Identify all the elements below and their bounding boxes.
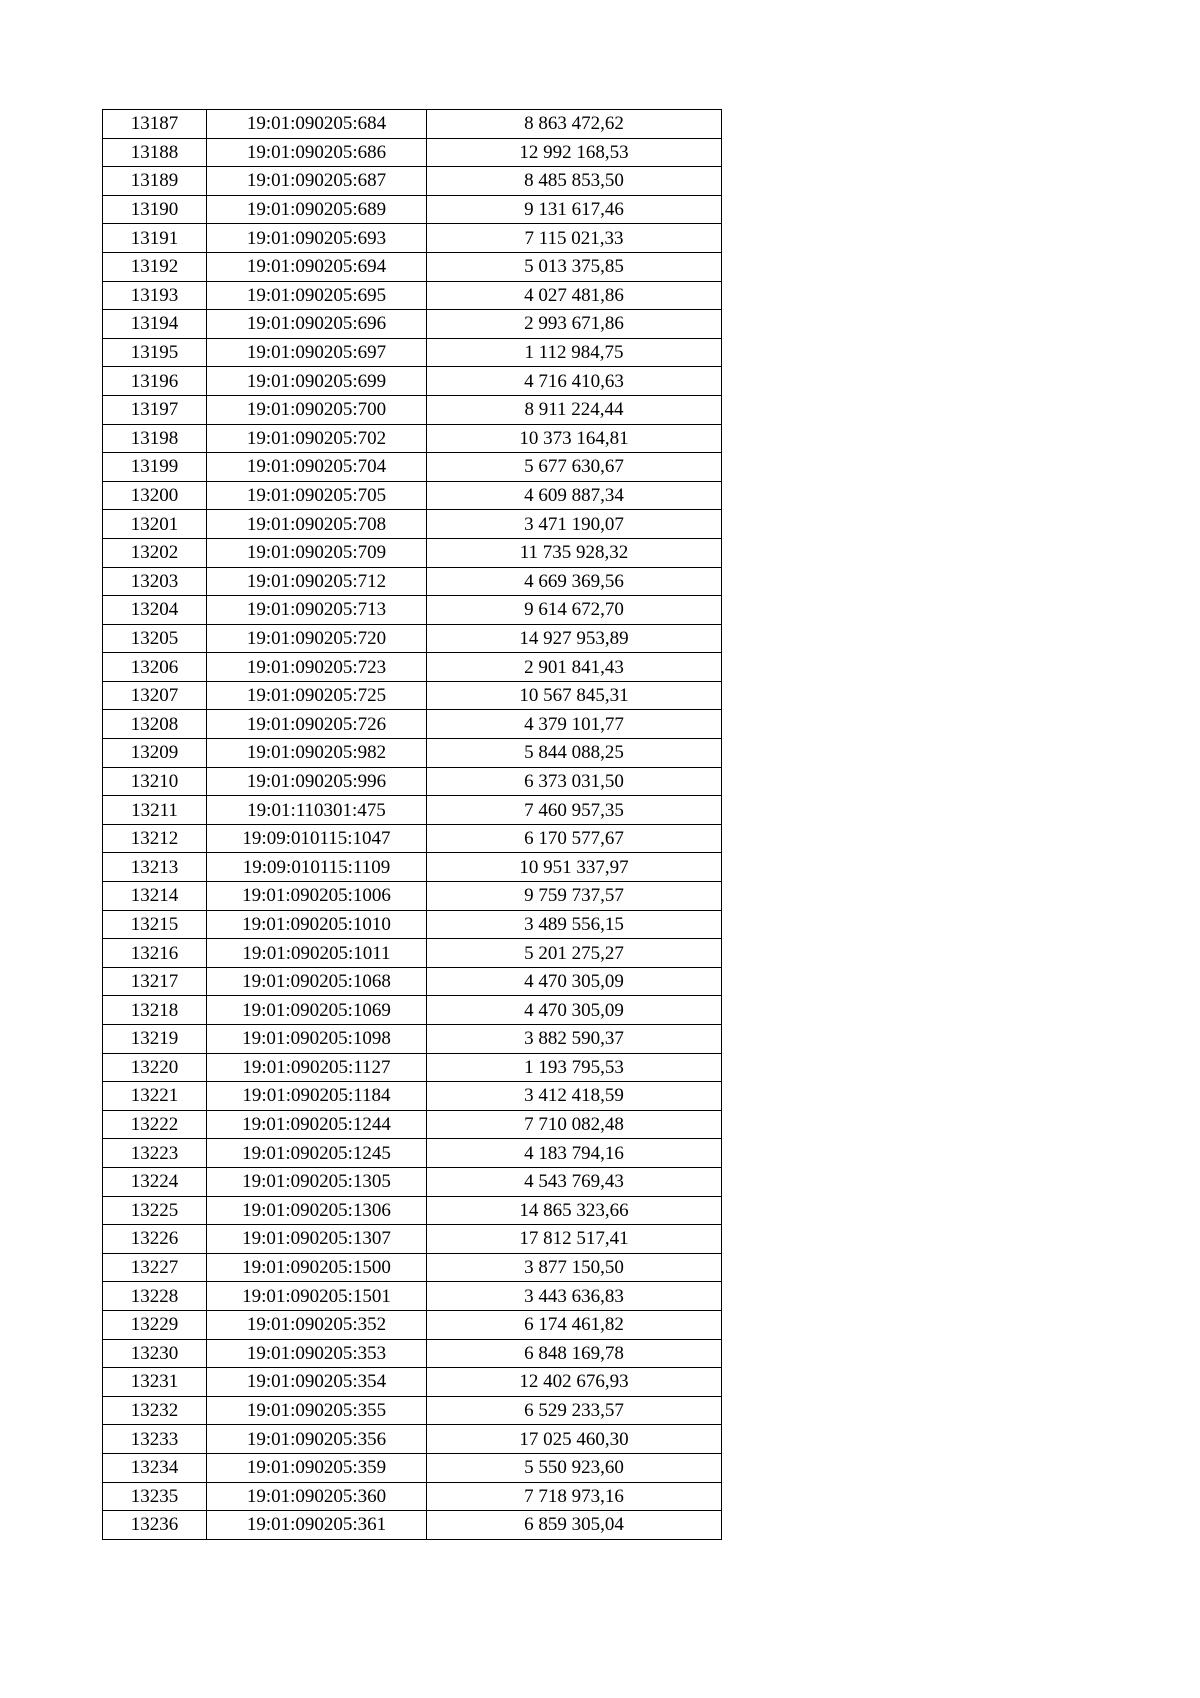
row-number-cell: 13227 [103,1253,207,1282]
value-cell: 12 992 168,53 [427,138,722,167]
table-row [103,510,722,539]
table-row [103,882,722,911]
table-row [103,1425,722,1454]
table-body [103,110,722,1540]
cadastral-value-table [102,109,722,1540]
cadastral-number-cell: 19:01:090205:1501 [207,1282,427,1311]
value-cell: 7 115 021,33 [427,224,722,253]
table-row [103,252,722,281]
row-number-cell: 13219 [103,1025,207,1054]
value-cell: 5 844 088,25 [427,739,722,768]
row-number-cell: 13200 [103,481,207,510]
cadastral-number-cell: 19:01:090205:1098 [207,1025,427,1054]
cadastral-number-cell: 19:09:010115:1109 [207,853,427,882]
table-row [103,1053,722,1082]
value-cell: 6 859 305,04 [427,1511,722,1540]
row-number-cell: 13213 [103,853,207,882]
row-number-cell: 13212 [103,824,207,853]
value-cell: 1 193 795,53 [427,1053,722,1082]
table-row [103,1282,722,1311]
value-cell: 8 911 224,44 [427,395,722,424]
table-row [103,424,722,453]
row-number-cell: 13214 [103,882,207,911]
value-cell: 6 373 031,50 [427,767,722,796]
table-row [103,1025,722,1054]
cadastral-number-cell: 19:01:090205:1306 [207,1196,427,1225]
cadastral-number-cell: 19:01:090205:356 [207,1425,427,1454]
value-cell: 6 848 169,78 [427,1339,722,1368]
table-row [103,310,722,339]
value-cell: 4 379 101,77 [427,710,722,739]
table-row [103,824,722,853]
value-cell: 14 927 953,89 [427,624,722,653]
value-cell: 5 201 275,27 [427,939,722,968]
table-row [103,195,722,224]
row-number-cell: 13228 [103,1282,207,1311]
row-number-cell: 13192 [103,252,207,281]
value-cell: 4 543 769,43 [427,1167,722,1196]
cadastral-number-cell: 19:01:090205:687 [207,167,427,196]
cadastral-number-cell: 19:01:090205:1011 [207,939,427,968]
table-row [103,481,722,510]
table-row [103,596,722,625]
cadastral-number-cell: 19:01:090205:360 [207,1482,427,1511]
table-row [103,1110,722,1139]
table-row [103,1167,722,1196]
value-cell: 11 735 928,32 [427,538,722,567]
row-number-cell: 13229 [103,1310,207,1339]
row-number-cell: 13211 [103,796,207,825]
cadastral-number-cell: 19:01:090205:720 [207,624,427,653]
cadastral-number-cell: 19:01:090205:713 [207,596,427,625]
value-cell: 4 470 305,09 [427,996,722,1025]
table-row [103,739,722,768]
cadastral-number-cell: 19:01:090205:1307 [207,1225,427,1254]
row-number-cell: 13205 [103,624,207,653]
value-cell: 5 013 375,85 [427,252,722,281]
value-cell: 7 710 082,48 [427,1110,722,1139]
cadastral-number-cell: 19:01:090205:726 [207,710,427,739]
cadastral-number-cell: 19:01:090205:1245 [207,1139,427,1168]
table-row [103,767,722,796]
value-cell: 6 529 233,57 [427,1396,722,1425]
cadastral-number-cell: 19:01:090205:982 [207,739,427,768]
cadastral-number-cell: 19:01:090205:712 [207,567,427,596]
table-row [103,653,722,682]
value-cell: 7 460 957,35 [427,796,722,825]
value-cell: 2 993 671,86 [427,310,722,339]
value-cell: 9 614 672,70 [427,596,722,625]
row-number-cell: 13235 [103,1482,207,1511]
table-row [103,710,722,739]
row-number-cell: 13208 [103,710,207,739]
table-row [103,453,722,482]
cadastral-number-cell: 19:01:090205:694 [207,252,427,281]
cadastral-number-cell: 19:01:090205:697 [207,338,427,367]
table-row [103,538,722,567]
table-row [103,338,722,367]
cadastral-number-cell: 19:01:090205:708 [207,510,427,539]
cadastral-number-cell: 19:01:090205:705 [207,481,427,510]
value-cell: 4 609 887,34 [427,481,722,510]
value-cell: 4 183 794,16 [427,1139,722,1168]
value-cell: 4 669 369,56 [427,567,722,596]
value-cell: 10 567 845,31 [427,681,722,710]
row-number-cell: 13202 [103,538,207,567]
table-row [103,110,722,139]
table-row [103,1310,722,1339]
row-number-cell: 13224 [103,1167,207,1196]
cadastral-number-cell: 19:01:090205:354 [207,1368,427,1397]
row-number-cell: 13222 [103,1110,207,1139]
table-row [103,167,722,196]
value-cell: 3 877 150,50 [427,1253,722,1282]
value-cell: 10 951 337,97 [427,853,722,882]
row-number-cell: 13197 [103,395,207,424]
row-number-cell: 13215 [103,910,207,939]
value-cell: 3 443 636,83 [427,1282,722,1311]
cadastral-number-cell: 19:01:090205:1305 [207,1167,427,1196]
cadastral-number-cell: 19:01:090205:693 [207,224,427,253]
cadastral-number-cell: 19:01:090205:1184 [207,1082,427,1111]
cadastral-number-cell: 19:01:090205:700 [207,395,427,424]
row-number-cell: 13221 [103,1082,207,1111]
row-number-cell: 13210 [103,767,207,796]
table-row [103,1396,722,1425]
row-number-cell: 13233 [103,1425,207,1454]
table-row [103,996,722,1025]
value-cell: 2 901 841,43 [427,653,722,682]
value-cell: 3 882 590,37 [427,1025,722,1054]
cadastral-number-cell: 19:01:090205:1068 [207,967,427,996]
row-number-cell: 13231 [103,1368,207,1397]
table-row [103,1511,722,1540]
cadastral-number-cell: 19:01:090205:1127 [207,1053,427,1082]
value-cell: 6 170 577,67 [427,824,722,853]
row-number-cell: 13234 [103,1453,207,1482]
row-number-cell: 13189 [103,167,207,196]
row-number-cell: 13196 [103,367,207,396]
row-number-cell: 13187 [103,110,207,139]
row-number-cell: 13232 [103,1396,207,1425]
row-number-cell: 13203 [103,567,207,596]
value-cell: 10 373 164,81 [427,424,722,453]
table-row [103,939,722,968]
cadastral-number-cell: 19:01:090205:352 [207,1310,427,1339]
value-cell: 8 863 472,62 [427,110,722,139]
table-row [103,395,722,424]
cadastral-number-cell: 19:01:090205:996 [207,767,427,796]
row-number-cell: 13218 [103,996,207,1025]
row-number-cell: 13191 [103,224,207,253]
row-number-cell: 13209 [103,739,207,768]
table-row [103,138,722,167]
row-number-cell: 13207 [103,681,207,710]
cadastral-number-cell: 19:01:090205:696 [207,310,427,339]
value-cell: 3 412 418,59 [427,1082,722,1111]
cadastral-number-cell: 19:01:090205:684 [207,110,427,139]
cadastral-number-cell: 19:01:090205:725 [207,681,427,710]
table-row [103,567,722,596]
row-number-cell: 13194 [103,310,207,339]
table-row [103,224,722,253]
table-row [103,1368,722,1397]
table-row [103,1082,722,1111]
cadastral-number-cell: 19:09:010115:1047 [207,824,427,853]
cadastral-number-cell: 19:01:090205:702 [207,424,427,453]
value-cell: 4 027 481,86 [427,281,722,310]
row-number-cell: 13188 [103,138,207,167]
table-row [103,367,722,396]
table-row [103,1139,722,1168]
value-cell: 14 865 323,66 [427,1196,722,1225]
row-number-cell: 13216 [103,939,207,968]
cadastral-number-cell: 19:01:090205:699 [207,367,427,396]
table-row [103,1453,722,1482]
table-row [103,624,722,653]
table-row [103,681,722,710]
table-row [103,1225,722,1254]
table-row [103,853,722,882]
value-cell: 1 112 984,75 [427,338,722,367]
value-cell: 17 025 460,30 [427,1425,722,1454]
cadastral-number-cell: 19:01:090205:723 [207,653,427,682]
value-cell: 5 677 630,67 [427,453,722,482]
cadastral-number-cell: 19:01:110301:475 [207,796,427,825]
value-cell: 7 718 973,16 [427,1482,722,1511]
table-row [103,1482,722,1511]
cadastral-number-cell: 19:01:090205:709 [207,538,427,567]
row-number-cell: 13226 [103,1225,207,1254]
row-number-cell: 13230 [103,1339,207,1368]
row-number-cell: 13195 [103,338,207,367]
table-row [103,281,722,310]
row-number-cell: 13236 [103,1511,207,1540]
value-cell: 3 471 190,07 [427,510,722,539]
row-number-cell: 13225 [103,1196,207,1225]
cadastral-number-cell: 19:01:090205:359 [207,1453,427,1482]
row-number-cell: 13217 [103,967,207,996]
value-cell: 17 812 517,41 [427,1225,722,1254]
row-number-cell: 13220 [103,1053,207,1082]
value-cell: 9 131 617,46 [427,195,722,224]
value-cell: 8 485 853,50 [427,167,722,196]
cadastral-number-cell: 19:01:090205:686 [207,138,427,167]
cadastral-number-cell: 19:01:090205:689 [207,195,427,224]
row-number-cell: 13201 [103,510,207,539]
cadastral-number-cell: 19:01:090205:1244 [207,1110,427,1139]
cadastral-number-cell: 19:01:090205:1500 [207,1253,427,1282]
table-row [103,1196,722,1225]
value-cell: 9 759 737,57 [427,882,722,911]
table-row [103,910,722,939]
row-number-cell: 13223 [103,1139,207,1168]
row-number-cell: 13190 [103,195,207,224]
cadastral-number-cell: 19:01:090205:1006 [207,882,427,911]
cadastral-number-cell: 19:01:090205:361 [207,1511,427,1540]
row-number-cell: 13198 [103,424,207,453]
table-row [103,796,722,825]
cadastral-number-cell: 19:01:090205:353 [207,1339,427,1368]
table-row [103,967,722,996]
value-cell: 12 402 676,93 [427,1368,722,1397]
row-number-cell: 13193 [103,281,207,310]
value-cell: 4 470 305,09 [427,967,722,996]
cadastral-number-cell: 19:01:090205:695 [207,281,427,310]
row-number-cell: 13206 [103,653,207,682]
cadastral-number-cell: 19:01:090205:1010 [207,910,427,939]
cadastral-number-cell: 19:01:090205:1069 [207,996,427,1025]
table-row [103,1253,722,1282]
value-cell: 3 489 556,15 [427,910,722,939]
value-cell: 4 716 410,63 [427,367,722,396]
row-number-cell: 13199 [103,453,207,482]
table-row [103,1339,722,1368]
cadastral-number-cell: 19:01:090205:355 [207,1396,427,1425]
value-cell: 6 174 461,82 [427,1310,722,1339]
cadastral-number-cell: 19:01:090205:704 [207,453,427,482]
row-number-cell: 13204 [103,596,207,625]
value-cell: 5 550 923,60 [427,1453,722,1482]
